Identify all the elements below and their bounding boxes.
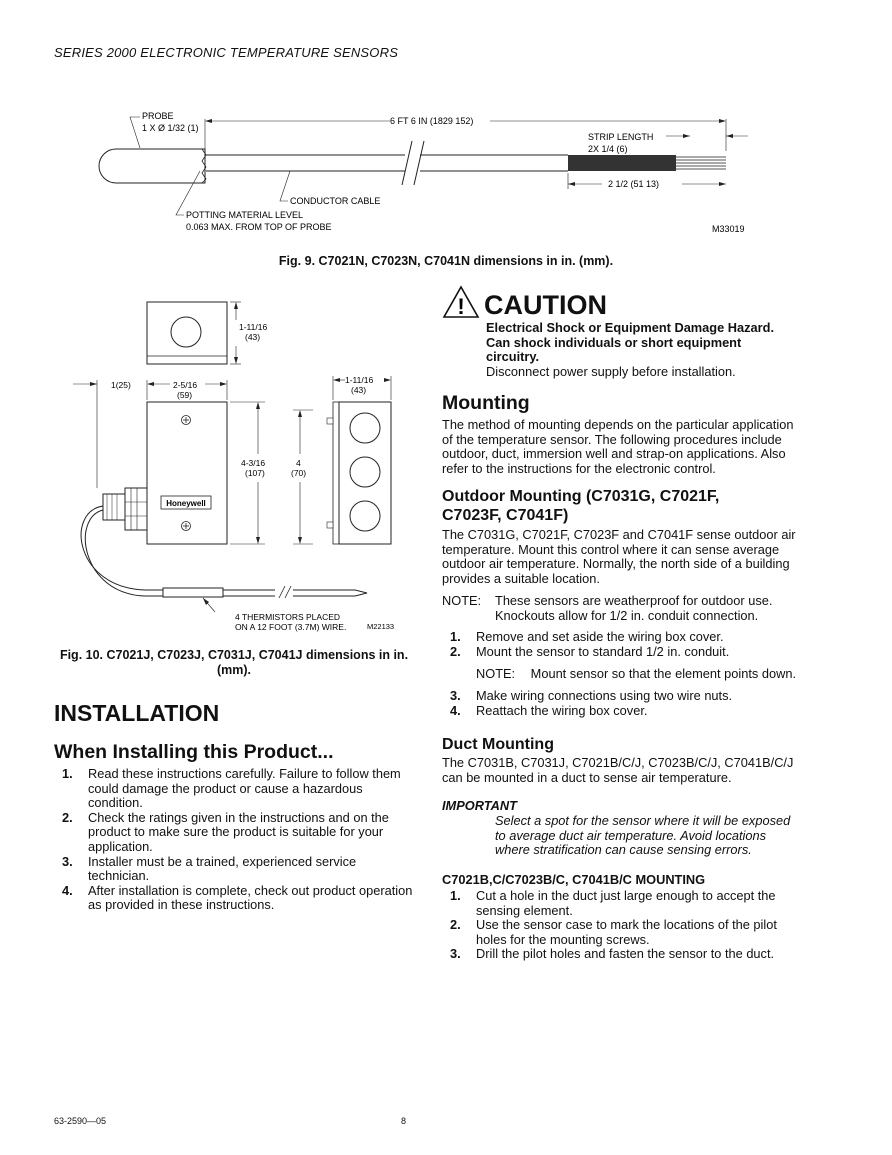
duct-title: Duct Mounting bbox=[442, 736, 554, 753]
installation-step: 1. Read these instructions carefully. Failure to follow them could damage the product or cause a hazardous condition. bbox=[62, 766, 401, 811]
mounting-title: Mounting bbox=[442, 392, 530, 414]
outdoor-steps-b bbox=[442, 689, 806, 718]
duct-subsection-title: C7021B,C/C7023B/C, C7041B/C MOUNTING bbox=[442, 872, 706, 887]
outdoor-text: The C7031G, C7021F, C7023F and C7041F sense outdoor air temperature. Mount this control where it can sense average outdoor air temperature. Normally, the north side of a building provides a suitable location. bbox=[442, 527, 796, 586]
outdoor-inner-note-label: NOTE: bbox=[476, 666, 516, 681]
fig9-strip-dim: 2X 1/4 (6) bbox=[588, 144, 628, 154]
fig10-dim-h-short1: 4 bbox=[296, 458, 301, 468]
caution-instruction: Disconnect power supply before installation. bbox=[486, 363, 736, 379]
fig10-caption-line1: Fig. 10. C7021J, C7023J, C7031J, C7041J dimensions in in. bbox=[59, 648, 409, 662]
warning-icon bbox=[442, 284, 480, 320]
fig10-dim-side-w1: 1-11/16 bbox=[345, 375, 374, 385]
installation-subtitle: When Installing this Product... bbox=[54, 741, 334, 763]
fig10-diagram bbox=[55, 292, 425, 642]
outdoor-note-label: NOTE: bbox=[442, 593, 482, 608]
outdoor-step: 2. Mount the sensor to standard 1/2 in. conduit. bbox=[450, 643, 730, 659]
fig9-strip-label: STRIP LENGTH bbox=[588, 132, 654, 142]
doc-number: 63-2590—05 bbox=[54, 1116, 107, 1126]
fig10-code: M22133 bbox=[367, 622, 395, 631]
installation-steps bbox=[54, 767, 414, 913]
fig9-potting-label: POTTING MATERIAL LEVEL bbox=[186, 210, 304, 220]
installation-step: 3. Installer must be a trained, experienced service technician. bbox=[62, 853, 357, 884]
fig10-brand: Honeywell bbox=[166, 499, 206, 508]
caution-body bbox=[486, 321, 796, 379]
outdoor-step: 4. Reattach the wiring box cover. bbox=[450, 702, 648, 718]
fig9-diagram bbox=[90, 105, 770, 245]
fig10-therm-label1: 4 THERMISTORS PLACED bbox=[235, 612, 341, 622]
fig10-dim-h-short2: (70) bbox=[291, 468, 307, 478]
page-number: 8 bbox=[401, 1116, 407, 1126]
outdoor-steps-a bbox=[442, 630, 806, 659]
caution-warning: Can shock individuals or short equipment circuitry. bbox=[486, 334, 742, 365]
mounting-text: The method of mounting depends on the particular application of the temperature sensor. The following procedures include outdoor, duct, immersion well and strap-on applications. Also refer to the instructions for the electronic control. bbox=[442, 417, 794, 476]
outdoor-title: Outdoor Mounting (C7031G, C7021F, C7023F, C7041F) bbox=[442, 488, 720, 524]
fig9-cable-label: CONDUCTOR CABLE bbox=[290, 196, 381, 206]
outdoor-note-text: These sensors are weatherproof for outdoor use. Knockouts allow for 1/2 in. conduit connection. bbox=[495, 593, 773, 623]
fig10-dim-left: 1(25) bbox=[111, 380, 131, 390]
fig10-dim-h-tall2: (107) bbox=[245, 468, 265, 478]
caution-hazard: Electrical Shock or Equipment Damage Hazard. bbox=[486, 320, 775, 335]
installation-title: INSTALLATION bbox=[54, 700, 220, 726]
fig10-dim-h-tall1: 4-3/16 bbox=[241, 458, 266, 468]
outdoor-step: 3. Make wiring connections using two wire nuts. bbox=[450, 688, 733, 703]
important-label: IMPORTANT bbox=[442, 798, 517, 813]
fig9-length-dim: 6 FT 6 IN (1829 152) bbox=[390, 116, 474, 126]
outdoor-note bbox=[442, 594, 806, 623]
fig9-caption: Fig. 9. C7021N, C7023N, C7041N dimensions in in. (mm). bbox=[278, 254, 614, 268]
installation-step: 4. After installation is complete, check out product operation as provided in these instructions. bbox=[62, 882, 413, 913]
duct-step: 3. Drill the pilot holes and fasten the sensor to the duct. bbox=[450, 946, 775, 962]
duct-step: 1. Cut a hole in the duct just large enough to accept the sensing element. bbox=[450, 888, 776, 918]
fig10-therm-label2: ON A 12 FOOT (3.7M) WIRE. bbox=[235, 622, 347, 632]
svg-text:!: ! bbox=[457, 294, 465, 319]
outdoor-inner-note bbox=[476, 667, 806, 682]
fig9-potting-dim: 0.063 MAX. FROM TOP OF PROBE bbox=[186, 222, 332, 232]
fig10-dim-width1: 2-5/16 bbox=[173, 380, 198, 390]
fig10-dim-top-h2: (43) bbox=[245, 332, 261, 342]
fig10-dim-width2: (59) bbox=[177, 390, 193, 400]
fig9-probe-label: PROBE bbox=[142, 111, 174, 121]
outdoor-step: 1. Remove and set aside the wiring box cover. bbox=[450, 629, 724, 644]
outdoor-inner-note-text: Mount sensor so that the element points down. bbox=[530, 666, 797, 681]
duct-steps bbox=[442, 889, 806, 962]
fig9-code: M33019 bbox=[712, 224, 745, 234]
caution-title: CAUTION bbox=[484, 290, 607, 320]
series-title: SERIES 2000 ELECTRONIC TEMPERATURE SENSORS bbox=[54, 45, 399, 60]
duct-text: The C7031B, C7031J, C7021B/C/J, C7023B/C/J, C7041B/C/J can be mounted in a duct to sense air temperature. bbox=[442, 755, 794, 785]
duct-step: 2. Use the sensor case to mark the locations of the pilot holes for the mounting screws. bbox=[450, 917, 777, 947]
fig9-lead-dim: 2 1/2 (51 13) bbox=[608, 179, 660, 189]
important-text: Select a spot for the sensor where it will be exposed to average duct air temperature. Avoid locations where stratification can cause sensing errors. bbox=[495, 813, 791, 858]
fig10-dim-top-h1: 1-11/16 bbox=[239, 322, 268, 332]
fig10-caption bbox=[54, 648, 414, 678]
fig10-dim-side-w2: (43) bbox=[351, 385, 367, 395]
installation-step: 2. Check the ratings given in the instructions and on the product to make sure the product is suitable for your application. bbox=[62, 809, 389, 854]
fig9-probe-dim: 1 X Ø 1/32 (1) bbox=[142, 123, 199, 133]
fig10-caption-line2: (mm). bbox=[216, 663, 252, 677]
